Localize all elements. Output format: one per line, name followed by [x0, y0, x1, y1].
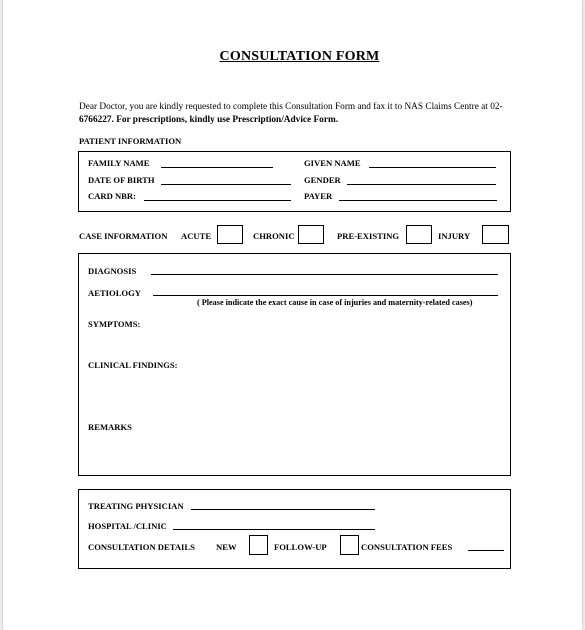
acute-checkbox[interactable]	[217, 225, 243, 244]
payer-field[interactable]	[339, 200, 497, 201]
chronic-checkbox[interactable]	[298, 225, 324, 244]
patient-info-heading: PATIENT INFORMATION	[79, 136, 182, 146]
aetiology-label: AETIOLOGY	[88, 288, 142, 298]
consultation-fees-label: CONSULTATION FEES	[361, 542, 453, 552]
diagnosis-label: DIAGNOSIS	[88, 266, 137, 276]
pre-existing-checkbox[interactable]	[406, 225, 432, 244]
intro-line-2: 6766227. For prescriptions, kindly use Prescription/Advice Form.	[79, 114, 339, 125]
card-nbr-label: CARD NBR:	[88, 191, 136, 201]
hospital-clinic-field[interactable]	[173, 529, 375, 530]
diagnosis-field[interactable]	[151, 274, 498, 275]
follow-up-checkbox[interactable]	[340, 535, 359, 555]
acute-label: ACUTE	[181, 231, 212, 241]
injury-checkbox[interactable]	[482, 225, 509, 244]
consultation-fees-field[interactable]	[468, 550, 504, 551]
consultation-details-label: CONSULTATION DETAILS	[88, 542, 195, 552]
new-label: NEW	[216, 542, 237, 552]
pre-existing-label: PRE-EXISTING	[337, 231, 400, 241]
symptoms-label: SYMPTOMS:	[88, 319, 141, 329]
given-name-field[interactable]	[369, 167, 496, 168]
remarks-label: REMARKS	[88, 422, 132, 432]
intro-line-1: Dear Doctor, you are kindly requested to complete this Consultation Form and fax it to NAS Claims Centre at 02-	[79, 102, 503, 112]
form-page	[3, 0, 582, 630]
treating-physician-label: TREATING PHYSICIAN	[88, 501, 184, 511]
case-info-heading: CASE INFORMATION	[79, 231, 168, 241]
clinical-findings-label: CLINICAL FINDINGS:	[88, 360, 178, 370]
family-name-label: FAMILY NAME	[88, 158, 150, 168]
family-name-field[interactable]	[161, 167, 273, 168]
injury-label: INJURY	[438, 231, 471, 241]
payer-label: PAYER	[304, 191, 333, 201]
date-of-birth-label: DATE OF BIRTH	[88, 175, 155, 185]
follow-up-label: FOLLOW-UP	[274, 542, 327, 552]
aetiology-field[interactable]	[153, 295, 498, 296]
chronic-label: CHRONIC	[253, 231, 295, 241]
hospital-clinic-label: HOSPITAL /CLINIC	[88, 521, 167, 531]
form-title: CONSULTATION FORM	[219, 49, 380, 64]
gender-label: GENDER	[304, 175, 341, 185]
new-checkbox[interactable]	[249, 535, 268, 555]
date-of-birth-field[interactable]	[161, 184, 291, 185]
aetiology-note: ( Please indicate the exact cause in case of injuries and maternity-related cases)	[197, 298, 473, 307]
card-nbr-field[interactable]	[144, 200, 291, 201]
intro-text	[79, 101, 513, 126]
treating-physician-field[interactable]	[191, 509, 375, 510]
gender-field[interactable]	[347, 184, 496, 185]
given-name-label: GIVEN NAME	[304, 158, 361, 168]
